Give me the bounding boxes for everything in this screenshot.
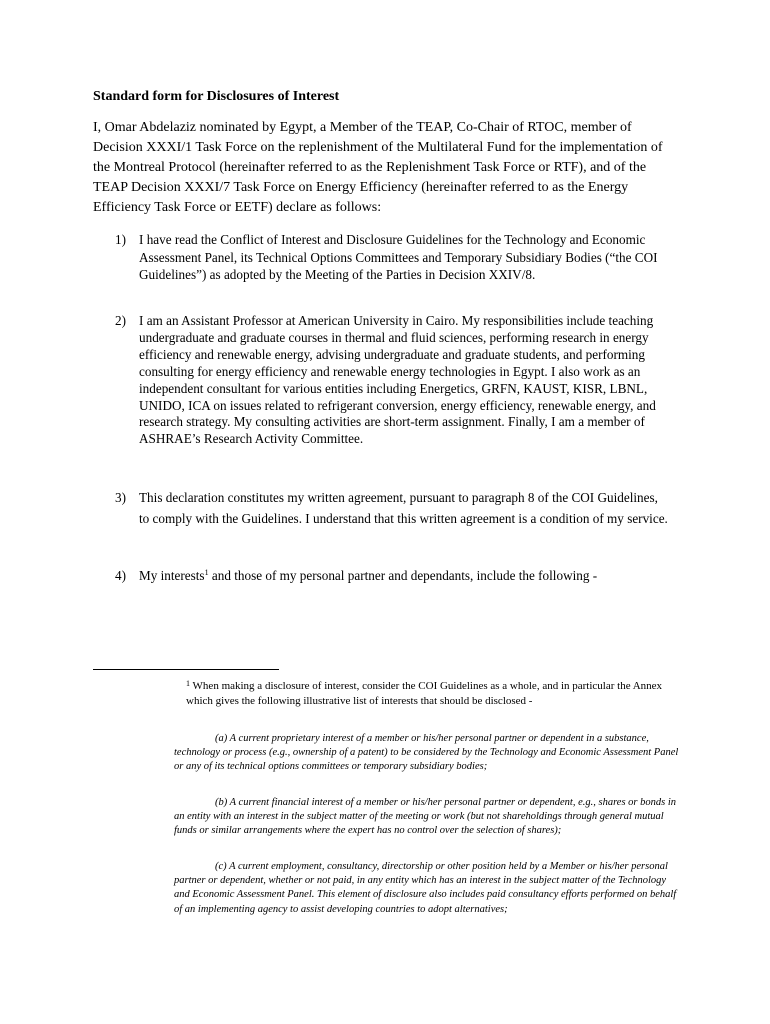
item-text: I am an Assistant Professor at American University in Cairo. My responsibilities include teaching undergraduate and graduate courses in thermal and fluid sciences, performing research in energy efficiency and renewable energy, advising undergraduate and graduate students, and performing consulting for energy efficiency and renewable energy technologies in Egypt. I also work as an independent consultant for various entities including Energetics, GRFN, KAUST, KISR, LBNL, UNIDO, ICA on issues related to refrigerant conversion, energy efficiency, renewable energy, and research strategy. My consulting activities are short-term assignment. Finally, I am a member of ASHRAE’s Research Activity Committee. [139, 313, 656, 447]
footnote-separator [93, 669, 279, 670]
footnote-list-item: (b) A current financial interest of a member or his/her personal partner or dependent, e.g., shares or bonds in an entity with an interest in the subject matter of the meeting or work (but not shareholdings through general mutual funds or similar arrangements where the expert has no control over the selection of shares); [174, 797, 676, 837]
item-text: I have read the Conflict of Interest and Disclosure Guidelines for the Technology and Economic Assessment Panel, its Technical Options Committees and Temporary Subsidiary Bodies (“the COI Guidelines”) as adopted by the Meeting of the Parties in Decision XXIV/8. [139, 232, 658, 282]
footnote-list-item: (a) A current proprietary interest of a member or his/her personal partner or dependent in a substance, technology or process (e.g., ownership of a patent) to be considered by the Technology and Economic Assessment Panel or any of its technical options committees or temporary subsidiary bodies; [174, 733, 679, 773]
item-number: 2) [115, 313, 126, 328]
item-number: 1) [115, 232, 126, 247]
document-title: Standard form for Disclosures of Interest [93, 89, 340, 104]
item-number: 3) [115, 490, 126, 505]
item-text [139, 565, 669, 586]
item-number: 4) [115, 568, 126, 583]
footnote-intro-text: When making a disclosure of interest, consider the COI Guidelines as a whole, and in particular the Annex which gives the following illustrative list of interests that should be disclosed - [186, 680, 663, 707]
footnote-intro [186, 679, 666, 708]
item-text-start: My interests [139, 568, 205, 583]
item-text-end: and those of my personal partner and dependants, include the following - [208, 568, 598, 583]
footnote-marker: 1 [186, 679, 190, 688]
item-text: This declaration constitutes my written agreement, pursuant to paragraph 8 of the COI Guidelines, to comply with the Guidelines. I understand that this written agreement is a condition of my service. [139, 490, 668, 526]
declaration-intro: I, Omar Abdelaziz nominated by Egypt, a Member of the TEAP, Co-Chair of RTOC, member of Decision XXXI/1 Task Force on the replenishment of the Multilateral Fund for the implementation of the Montreal Protocol (hereinafter referred to as the Replenishment Task Force or RTF), and of the TEAP Decision XXXI/7 Task Force on Energy Efficiency (hereinafter referred to as the Energy Efficiency Task Force or EETF) declare as follows: [93, 120, 663, 215]
footnote-reference[interactable]: 1 [204, 568, 209, 577]
footnote-list-item: (c) A current employment, consultancy, directorship or other position held by a Member or his/her personal partner or dependent, whether or not paid, in any entity which has an interest in the subject matter of the Technology and Economic Assessment Panel. This element of disclosure also includes paid consultancy efforts performed on behalf of an implementing agency to assist developing countries to adopt alternatives; [174, 861, 677, 915]
